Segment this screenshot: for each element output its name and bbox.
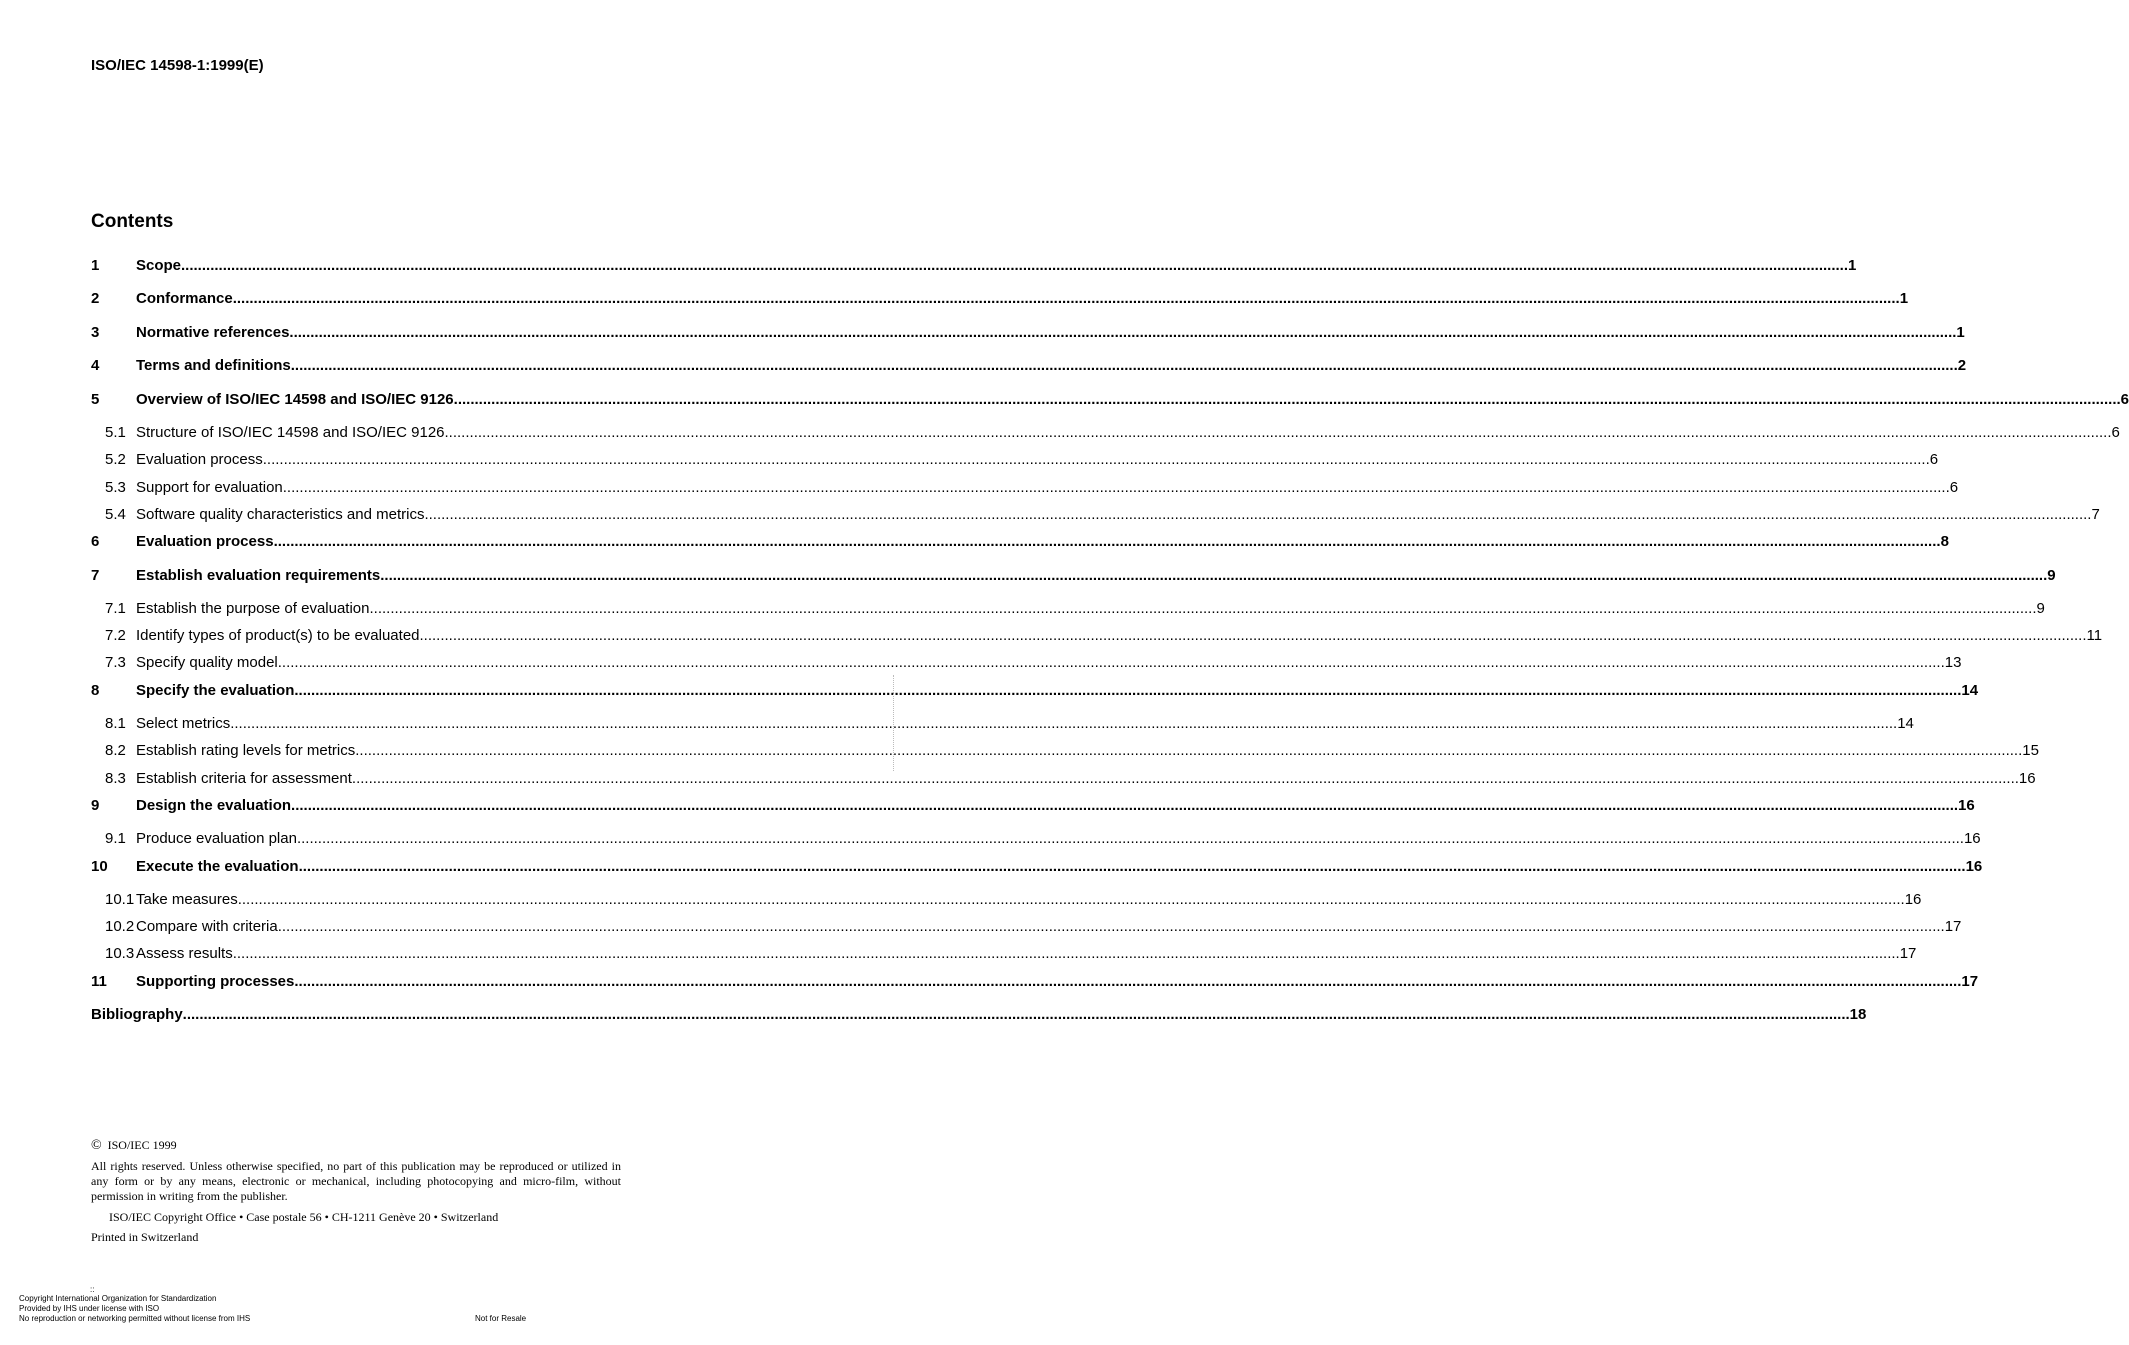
toc-entry[interactable] — [91, 797, 1975, 817]
toc-entry-number: 3 — [91, 324, 100, 341]
copyright-block — [91, 1138, 621, 1245]
copyright-office-address: ISO/IEC Copyright Office • Case postale 56 • CH-1211 Genève 20 • Switzerland — [109, 1210, 499, 1224]
toc-entry-title: Produce evaluation plan — [136, 830, 297, 847]
toc-entry-title: Execute the evaluation — [136, 858, 299, 875]
toc-entry[interactable] — [91, 290, 1909, 310]
toc-dot-leader: ................................................................................................................................................................................................................................................................................................................................................................................................................ — [296, 830, 1964, 847]
toc-entry[interactable] — [91, 742, 2039, 762]
toc-entry-title: Identify types of product(s) to be evaluated — [136, 627, 420, 644]
toc-dot-leader: ................................................................................................................................................................................................................................................................................................................................................................................................................ — [232, 290, 1900, 307]
toc-entry[interactable] — [91, 391, 2129, 411]
toc-entry-number: 9.1 — [105, 830, 126, 847]
toc-entry[interactable] — [91, 533, 1949, 553]
toc-dot-leader: ................................................................................................................................................................................................................................................................................................................................................................................................................ — [291, 797, 1959, 814]
toc-dot-leader: ................................................................................................................................................................................................................................................................................................................................................................................................................ — [232, 945, 1900, 962]
toc-entry-title: Specify the evaluation — [136, 682, 295, 699]
toc-entry-page: 13 — [1944, 654, 1962, 671]
toc-entry-title: Compare with criteria — [136, 918, 278, 935]
toc-entry-page: 17 — [1944, 918, 1962, 935]
toc-entry-page: 17 — [1961, 973, 1979, 990]
toc-entry-title: Design the evaluation — [136, 797, 292, 814]
toc-entry[interactable] — [91, 324, 1965, 344]
toc-entry-number: 5.1 — [105, 424, 126, 441]
toc-entry-page: 17 — [1899, 945, 1917, 962]
toc-entry[interactable] — [91, 891, 1922, 911]
toc-entry-page: 11 — [2086, 627, 2103, 644]
toc-entry-title: Overview of ISO/IEC 14598 and ISO/IEC 9126 — [136, 391, 454, 408]
toc-entry-title: Establish criteria for assessment — [136, 770, 352, 787]
toc-dot-leader: ................................................................................................................................................................................................................................................................................................................................................................................................................ — [298, 858, 1966, 875]
toc-entry-title: Establish the purpose of evaluation — [136, 600, 370, 617]
toc-entry-number: 7.3 — [105, 654, 126, 671]
toc-dot-leader: ................................................................................................................................................................................................................................................................................................................................................................................................................ — [289, 324, 1957, 341]
toc-entry-title: Assess results — [136, 945, 233, 962]
toc-entry-number: 2 — [91, 290, 100, 307]
copyright-symbol: © — [91, 1138, 102, 1153]
toc-entry-number: 7.1 — [105, 600, 126, 617]
toc-entry-number: 1 — [91, 257, 100, 274]
printed-in: Printed in Switzerland — [91, 1230, 199, 1244]
toc-entry-page: 14 — [1961, 682, 1979, 699]
copyright-line — [91, 1138, 621, 1153]
toc-entry-number: 7.2 — [105, 627, 126, 644]
toc-entry[interactable] — [91, 451, 1939, 471]
toc-entry-title: Supporting processes — [136, 973, 295, 990]
toc-entry[interactable] — [91, 424, 2120, 444]
toc-entry-number: 8.3 — [105, 770, 126, 787]
rights-statement: All rights reserved. Unless otherwise specified, no part of this publication may be reproduced or utilized in any form or by any means, electronic or mechanical, including photocopying and micro-film, without permission in writing from the publisher. — [91, 1159, 621, 1203]
toc-dot-leader: ................................................................................................................................................................................................................................................................................................................................................................................................................ — [294, 973, 1962, 990]
toc-entry[interactable] — [91, 627, 2103, 647]
toc-entry-title: Bibliography — [91, 1006, 183, 1023]
toc-dot-leader: ................................................................................................................................................................................................................................................................................................................................................................................................................ — [424, 506, 2092, 523]
toc-dot-leader: ................................................................................................................................................................................................................................................................................................................................................................................................................ — [355, 742, 2023, 759]
toc-entry[interactable] — [91, 567, 2056, 587]
toc-entry[interactable] — [91, 1006, 1867, 1026]
toc-entry-page: 16 — [1963, 830, 1981, 847]
toc-dot-leader: ................................................................................................................................................................................................................................................................................................................................................................................................................ — [290, 357, 1958, 374]
toc-entry[interactable] — [91, 257, 1857, 277]
toc-entry-page: 1 — [1848, 257, 1857, 274]
toc-entry[interactable] — [91, 945, 1917, 965]
toc-entry-number: 11 — [91, 973, 107, 990]
license-line-3: No reproduction or networking permitted without license from IHS — [19, 1314, 251, 1323]
toc-entry-number: 9 — [91, 797, 100, 814]
document-id-header: ISO/IEC 14598-1:1999(E) — [91, 57, 264, 74]
toc-entry-page: 1 — [1899, 290, 1909, 307]
margin-marks — [893, 675, 898, 771]
toc-dot-leader: ................................................................................................................................................................................................................................................................................................................................................................................................................ — [262, 451, 1930, 468]
toc-entry-number: 7 — [91, 567, 100, 584]
toc-dot-leader: ................................................................................................................................................................................................................................................................................................................................................................................................................ — [181, 257, 1849, 274]
toc-dot-leader: ................................................................................................................................................................................................................................................................................................................................................................................................................ — [277, 654, 1945, 671]
toc-entry-page: 7 — [2091, 506, 2100, 523]
toc-entry-number: 8 — [91, 682, 100, 699]
copyright-text: ISO/IEC 1999 — [107, 1138, 177, 1152]
toc-entry-page: 16 — [1965, 858, 1983, 875]
license-line-1: Copyright International Organization for Standardization — [19, 1294, 217, 1303]
toc-entry-title: Structure of ISO/IEC 14598 and ISO/IEC 9126 — [136, 424, 445, 441]
license-notice — [19, 1294, 250, 1324]
toc-entry-number: 5.3 — [105, 479, 126, 496]
toc-entry[interactable] — [91, 918, 1962, 938]
toc-entry-title: Establish rating levels for metrics — [136, 742, 356, 759]
toc-dot-leader: ................................................................................................................................................................................................................................................................................................................................................................................................................ — [237, 891, 1905, 908]
toc-dot-leader: ................................................................................................................................................................................................................................................................................................................................................................................................................ — [277, 918, 1945, 935]
toc-entry[interactable] — [91, 479, 1959, 499]
toc-entry[interactable] — [91, 506, 2100, 526]
toc-dot-leader: ................................................................................................................................................................................................................................................................................................................................................................................................................ — [444, 424, 2112, 441]
toc-entry-page: 6 — [1929, 451, 1939, 468]
toc-dot-leader: ................................................................................................................................................................................................................................................................................................................................................................................................................ — [419, 627, 2087, 644]
toc-entry-page: 6 — [1949, 479, 1959, 496]
toc-entry-page: 16 — [1958, 797, 1975, 814]
toc-entry[interactable] — [91, 770, 2036, 790]
toc-entry-title: Scope — [136, 257, 182, 274]
toc-entry-number: 5 — [91, 391, 100, 408]
toc-dot-leader: ................................................................................................................................................................................................................................................................................................................................................................................................................ — [294, 682, 1962, 699]
toc-entry-number: 10 — [91, 858, 108, 875]
toc-entry-page: 16 — [2018, 770, 2036, 787]
toc-entry-title: Terms and definitions — [136, 357, 291, 374]
toc-entry[interactable] — [91, 357, 1967, 377]
toc-dot-leader: ................................................................................................................................................................................................................................................................................................................................................................................................................ — [369, 600, 2037, 617]
toc-dot-leader: ................................................................................................................................................................................................................................................................................................................................................................................................................ — [282, 479, 1950, 496]
toc-entry-number: 8.2 — [105, 742, 126, 759]
toc-entry-page: 8 — [1940, 533, 1949, 550]
toc-entry-page: 2 — [1957, 357, 1967, 374]
toc-entry-page: 6 — [2111, 424, 2120, 441]
toc-entry-title: Software quality characteristics and metrics — [136, 506, 425, 523]
not-for-resale: Not for Resale — [475, 1314, 527, 1323]
toc-entry-number: 8.1 — [105, 715, 126, 732]
toc-entry-number: 10.2 — [105, 918, 135, 935]
toc-dot-leader: ................................................................................................................................................................................................................................................................................................................................................................................................................ — [182, 1006, 1850, 1023]
toc-entry-page: 18 — [1849, 1006, 1867, 1023]
license-line-2: Provided by IHS under license with ISO — [19, 1304, 160, 1313]
toc-entry-title: Support for evaluation — [136, 479, 283, 496]
toc-entry-page: 16 — [1904, 891, 1922, 908]
toc-entry-title: Specify quality model — [136, 654, 278, 671]
toc-dot-leader: ................................................................................................................................................................................................................................................................................................................................................................................................................ — [380, 567, 2048, 584]
toc-entry-number: 10.1 — [105, 891, 135, 908]
toc-entry[interactable] — [91, 973, 1979, 993]
toc-entry-number: 5.4 — [105, 506, 126, 523]
toc-entry-title: Evaluation process — [136, 451, 263, 468]
toc-dot-leader: ................................................................................................................................................................................................................................................................................................................................................................................................................ — [230, 715, 1898, 732]
toc-entry-page: 9 — [2036, 600, 2045, 617]
toc-dot-leader: ................................................................................................................................................................................................................................................................................................................................................................................................................ — [273, 533, 1941, 550]
toc-entry-page: 14 — [1897, 715, 1914, 732]
toc-dot-leader: ................................................................................................................................................................................................................................................................................................................................................................................................................ — [453, 391, 2121, 408]
toc-entry-number: 10.3 — [105, 945, 135, 962]
toc-entry-page: 9 — [2047, 567, 2056, 584]
toc-entry-number: 5.2 — [105, 451, 126, 468]
toc-entry[interactable] — [91, 682, 1979, 702]
toc-entry-number: 4 — [91, 357, 100, 374]
toc-entry-title: Select metrics — [136, 715, 231, 732]
toc-entry-title: Establish evaluation requirements — [136, 567, 381, 584]
license-mark: :: — [90, 1285, 95, 1294]
toc-entry-number: 6 — [91, 533, 100, 550]
toc-entry-title: Evaluation process — [136, 533, 274, 550]
toc-entry-title: Take measures — [136, 891, 238, 908]
contents-title: Contents — [91, 211, 174, 232]
toc-entry[interactable] — [91, 715, 1914, 735]
toc-entry[interactable] — [91, 830, 1981, 850]
toc-entry-title: Normative references — [136, 324, 290, 341]
toc-entry-page: 15 — [2022, 742, 2039, 759]
toc-dot-leader: ................................................................................................................................................................................................................................................................................................................................................................................................................ — [351, 770, 2019, 787]
toc-entry[interactable] — [91, 654, 1962, 674]
toc-entry-page: 6 — [2120, 391, 2129, 408]
toc-entry-title: Conformance — [136, 290, 233, 307]
toc-entry[interactable] — [91, 858, 1983, 878]
toc-entry-page: 1 — [1956, 324, 1965, 341]
toc-entry[interactable] — [91, 600, 2045, 620]
